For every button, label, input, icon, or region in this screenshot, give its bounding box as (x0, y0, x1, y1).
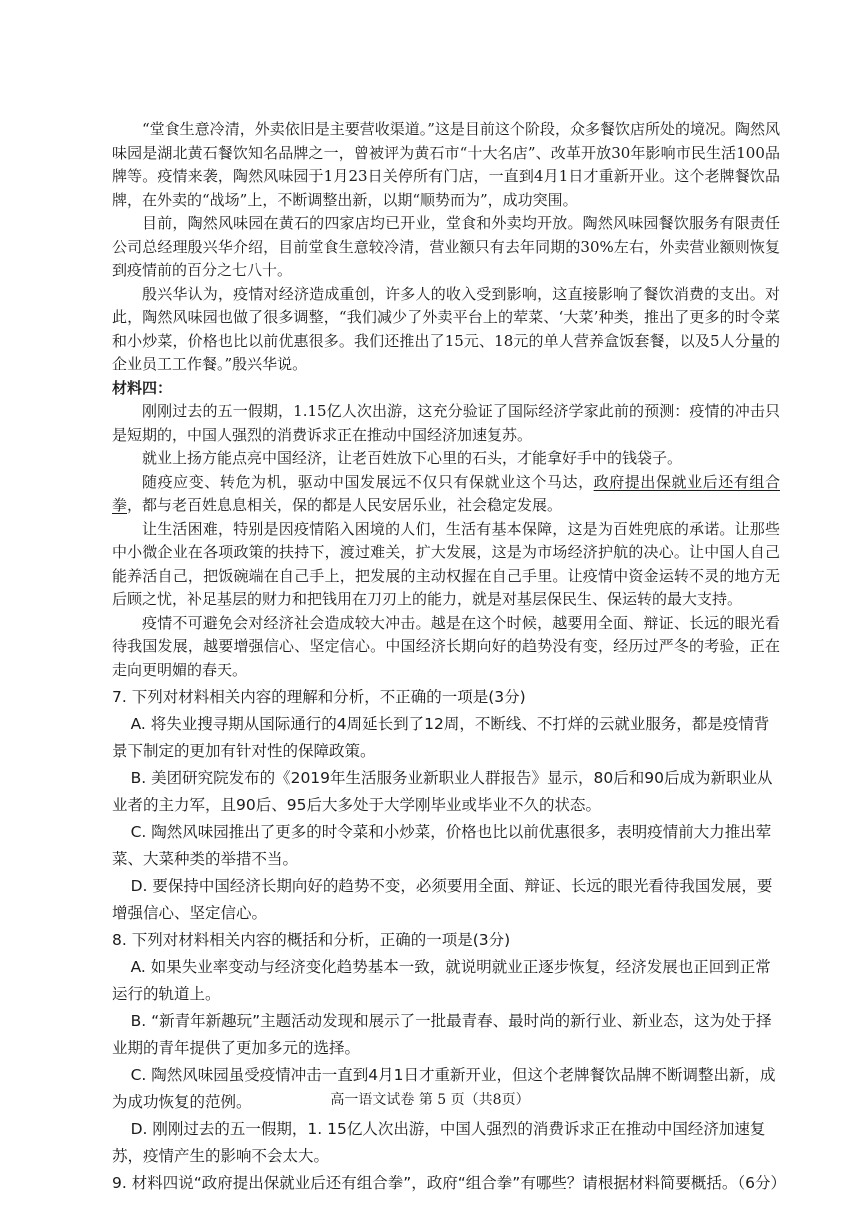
text-span: ，都与老百姓息息相关，保的都是人民安居乐业，社会稳定发展。 (127, 496, 563, 514)
material-heading: 材料四： (112, 378, 173, 397)
passage-paragraph: 刚刚过去的五一假期，1.15亿人次出游，这充分验证了国际经济学家此前的预测：疫情的冲击只是短期的，中国人强烈的消费诉求正在推动中国经济加速复苏。 (112, 402, 780, 444)
option-7d: D. 要保持中国经济长期向好的趋势不变，必须要用全面、辩证、长远的眼光看待我国发展，要增强信心、坚定信心。 (112, 877, 773, 922)
option-7b: B. 美团研究院发布的《2019年生活服务业新职业人群报告》显示，80后和90后成为新职业从业者的主力军，且90后、95后大多处于大学刚毕业或毕业不久的状态。 (112, 769, 773, 814)
passage-paragraph: 疫情不可避免会对经济社会造成较大冲击。越是在这个时候，越要用全面、辩证、长远的眼光看待我国发展，越要增强信心、坚定信心。中国经济长期向好的趋势没有变，经历过严冬的考验，正在走向更明媚的春天。 (112, 613, 780, 679)
text-span: 随疫应变、转危为机，驱动中国发展远不仅只有保就业这个马达， (142, 472, 594, 491)
option-7a: A. 将失业搜寻期从国际通行的4周延长到了12周，不断线、不打烊的云就业服务，都是疫情背景下制定的更加有针对性的保障政策。 (112, 715, 770, 760)
passage-paragraph: 就业上扬方能点亮中国经济，让老百姓放下心里的石头，才能拿好手中的钱袋子。 (142, 449, 683, 467)
passage-paragraph: 让生活困难，特别是因疫情陷入困境的人们，生活有基本保障，这是为百姓兜底的承诺。让那些中小微企业在各项政策的扶持下，渡过难关，扩大发展，这是为市场经济护航的决心。让中国人自己能养活自己，把饭碗端在自己手上，把发展的主动权握在自己手里。让疫情中资金运转不灵的地方无后顾之忧，补足基层的财力和把钱用在刀刃上的能力，就是对基层保民生、保运转的最大支持。 (112, 519, 780, 608)
passage-paragraph: “堂食生意冷清，外卖依旧是主要营收渠道。”这是目前这个阶段，众多餐饮店所处的境况。陶然风味园是湖北黄石餐饮知名品牌之一，曾被评为黄石市“十大名店”、改革开放30年影响市民生活100品牌等。疫情来袭，陶然风味园于1月23日关停所有门店，一直到4月1日才重新开业。这个老牌餐饮品牌，在外卖的“战场”上，不断调整出新，以期“顺势而为”，成功突围。 (112, 120, 780, 209)
underlined-phrase: 政府提出保就业后还有组合拳 (112, 472, 780, 514)
option-8c: C. 陶然风味园虽受疫情冲击一直到4月1日才重新开业，但这个老牌餐饮品牌不断调整出新，成为成功恢复的范例。 (112, 1066, 776, 1111)
passage-paragraph (112, 471, 780, 518)
question-9: 9. 材料四说“政府提出保就业后还有组合拳”，政府“组合拳”有哪些？请根据材料简要概括。（6分） (112, 1174, 786, 1192)
option-8a: A. 如果失业率变动与经济变化趋势基本一致，就说明就业正逐步恢复，经济发展也正回到正常运行的轨道上。 (112, 958, 771, 1003)
question-8: 8. 下列对材料相关内容的概括和分析，正确的一项是(3分) (112, 931, 511, 949)
exam-content (112, 118, 786, 1197)
passage-paragraph: 目前，陶然风味园在黄石的四家店均已开业，堂食和外卖均开放。陶然风味园餐饮服务有限责任公司总经理殷兴华介绍，目前堂食生意较冷清，营业额只有去年同期的30%左右，外卖营业额则恢复到疫情前的百分之七八十。 (112, 214, 780, 279)
option-8d: D. 刚刚过去的五一假期，1. 15亿人次出游，中国人强烈的消费诉求正在推动中国经济加速复苏，疫情产生的影响不会太大。 (112, 1120, 766, 1165)
option-7c: C. 陶然风味园推出了更多的时令菜和小炒菜，价格也比以前优惠很多，表明疫情前大力推出荤菜、大菜种类的举措不当。 (112, 823, 772, 868)
page-footer: 高一语文试卷 第 5 页（共8页） (330, 1092, 530, 1108)
passage-paragraph: 殷兴华认为，疫情对经济造成重创，许多人的收入受到影响，这直接影响了餐饮消费的支出。对此，陶然风味园也做了很多调整，“我们减少了外卖平台上的荤菜、‘大菜’种类，推出了更多的时令菜和小炒菜，价格也比以前优惠很多。我们还推出了15元、18元的单人营养盒饭套餐，以及5人分量的企业员工工作餐。”殷兴华说。 (112, 284, 780, 373)
option-8b: B. “新青年新趣玩”主题活动发现和展示了一批最青春、最时尚的新行业、新业态，这为处于择业期的青年提供了更加多元的选择。 (112, 1012, 772, 1057)
question-7: 7. 下列对材料相关内容的理解和分析，不正确的一项是(3分) (112, 688, 526, 706)
